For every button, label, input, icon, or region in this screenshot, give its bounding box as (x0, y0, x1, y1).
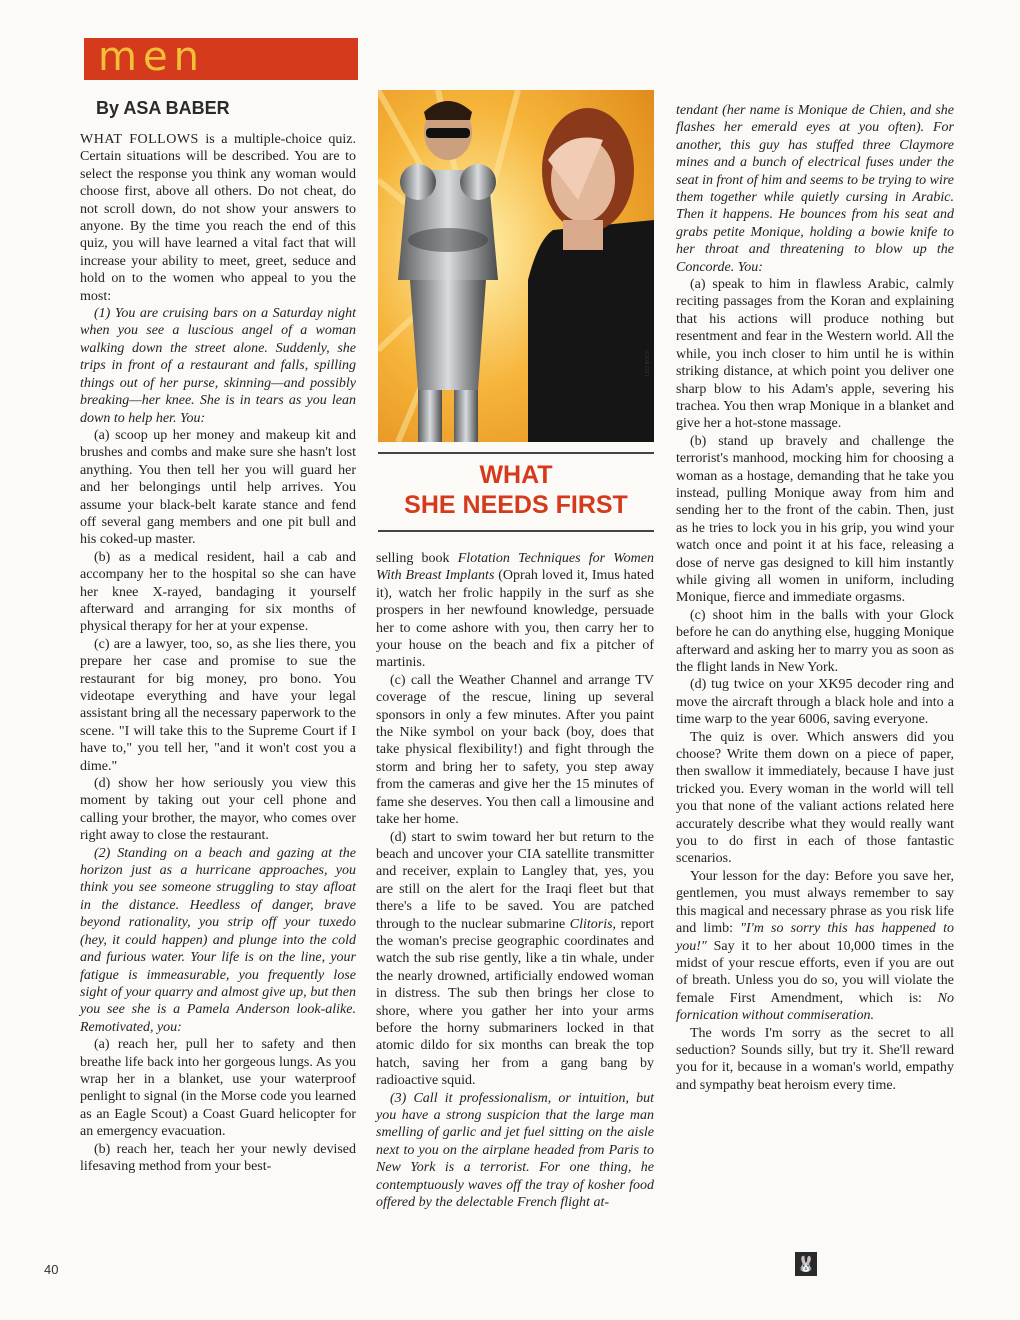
answer-1b: (b) as a medical resident, hail a cab and accompany her to the hospital so she can have her knee X-rayed, bandaging it yourself afterward and arranging for six months of physical therapy for her at your expense. (80, 549, 356, 635)
answer-2d-b: , report the woman's precise geographic coordinates and watch the sub rise gently, like a tin whale, under the nearly drowned, artificially endowed woman in distress. The sub then brings her close to shore, where you gather her into your arms before the horny submariners locked in that atomic dildo for six months can break the top hatch, saving her from a gang bang by radioactive squid. (376, 916, 654, 1089)
answer-2b-cont-a: selling book (376, 551, 458, 566)
headline-rule-bottom (378, 530, 654, 532)
answer-2c: (c) call the Weather Channel and arrange TV coverage of the rescue, lining up several sponsors in only a few minutes. After you paint the Nike symbol on your back (boy, does that take physical flexibility!) and fight through the storm and bring her to safety, you step away from the cameras and give her the 15 minutes of fame she deserves. You then call a limousine and take her home. (376, 672, 654, 828)
question-1: (1) You are cruising bars on a Saturday night when you see a luscious angel of a woman walking down the street alone. Suddenly, she trips in front of a restaurant and falls, spilling things out of her purse, skinning—and possibly breaking—her knee. She is in tears as you lean down to help her. You: (80, 306, 356, 426)
intro-lead: WHAT FOLLOWS (80, 132, 199, 147)
final-paragraph: The words I'm sorry as the secret to all seduction? Sounds silly, but try it. She'll reward you for it, because in a woman's world, empathy and sympathy beat heroism every time. (676, 1025, 954, 1093)
answer-2d-a: (d) start to swim toward her but return to the beach and uncover your CIA satellite transmitter and receiver, explain to Langley that, yes, you are still on the alert for the Iraqi fleet but that there's a life to be saved. You are patched through to the nuclear submarine (376, 829, 654, 932)
headline-line-2: SHE NEEDS FIRST (404, 491, 628, 519)
article-photo (378, 90, 654, 442)
answer-1d: (d) show her how seriously you view this moment by taking out your cell phone and calling your brother, the mayor, who comes over right away to close the restaurant. (80, 776, 356, 844)
answer-2b-start: (b) reach her, teach her your newly devised lifesaving method from your best- (80, 1141, 356, 1174)
intro-paragraph (80, 131, 356, 305)
answer-3c: (c) shoot him in the balls with your Glock before he can do anything else, hugging Monique afterward and asking her to marry you as soon as the flight lands in New York. (676, 607, 954, 675)
answer-3d: (d) tug twice on your XK95 decoder ring and move the aircraft through a black hole and into a time warp to the year 6006, saving everyone. (676, 677, 954, 728)
page-number: 40 (44, 1262, 59, 1277)
headline-rule-top (378, 452, 654, 454)
headline-line-1: WHAT (479, 461, 553, 489)
question-3-cont: tendant (her name is Monique de Chien, and she flashes her emerald eyes at you often). For another, this guy has stuffed three Claymore mines and a bunch of electrical fuses under the seat in front of him and seems to be trying to wire them together while quietly cursing in Arabic. Then it happens. He bounces from his seat and grabs petite Monique, holding a bowie knife to her throat and threatening to blow up the Concorde. You: (676, 103, 954, 275)
question-3: (3) Call it professionalism, or intuition, but you have a strong suspicion that the large man smelling of garlic and jet fuel sitting on the aisle next to you on the airplane headed from Paris to New York is a terrorist. For one thing, he contemptuously waves off the tray of kosher food offered by the delectable French flight at- (376, 1090, 654, 1211)
answer-2a: (a) reach her, pull her to safety and then breathe life back into her gorgeous lungs. As you wrap her in a blanket, use your waterproof penlight to signal (in the Morse code you learned as an Eagle Scout) a Coast Guard helicopter for an emergency evacuation. (80, 1037, 356, 1140)
lesson-phrase: "I'm so sorry this has happened to you!" (676, 921, 954, 954)
lesson-amendment: No fornication without commiseration. (676, 990, 954, 1024)
photo-illustration (378, 90, 654, 442)
question-2: (2) Standing on a beach and gazing at the horizon just as a hurricane approaches, you think you see someone struggling to stay afloat in the distance. Heedless of danger, brave beyond rationality, you strip off your tuxedo (hey, it could happen) and plunge into the cold and furious water. Your life is on the line, your fatigue is immeasurable, you frequently lose sight of your quarry and almost give up, but then you see she is a Pamela Anderson look-alike. Remotivated, you: (80, 845, 356, 1035)
section-banner-label: men (98, 34, 205, 80)
rabbit-head-icon: 🐰 (795, 1252, 817, 1276)
byline: By ASA BABER (96, 98, 230, 118)
lesson-a: Your lesson for the day: Before you save her, gentlemen, you must always remember to say this magical and necessary phrase as you risk life and limb: (676, 868, 954, 937)
answer-2d (376, 829, 654, 1090)
answer-1a: (a) scoop up her money and makeup kit and brushes and combs and make sure she hasn't lost anything. You then tell her you will guard her and her belongings until help arrives. You assume your black-belt karate stance and fend off several gang members and one pit bull and his coked-up master. (80, 427, 356, 548)
intro-text: is a multiple-choice quiz. Certain situations will be described. You are to select the response you think any woman would choose first, above all others. Do not cheat, do not scroll down, do not show your answers to anyone. By the time you reach the end of this quiz, you will have learned a vital fact that will increase your ability to meet, greet, seduce and hold on to the women who appeal to you the most: (80, 132, 357, 304)
answer-3a: (a) speak to him in flawless Arabic, calmly reciting passages from the Koran and explaining that his actions will produce nothing but resentment and fear in the Western world. All the while, you inch closer to him until he is within striking distance, at which point you deliver one sharp blow to his Adam's apple, severing his trachea. You then wrap Monique in a blanket and give her a hot-stone massage. (676, 277, 954, 432)
section-banner (84, 34, 358, 80)
photo-credit: LEO BOCH (645, 350, 651, 376)
answer-3b: (b) stand up bravely and challenge the terrorist's manhood, mocking him for choosing a woman as a hostage, demanding that he take you instead, pulling Monique away from him and sending her to the front of the cabin. Then, just as he tries to lock you in his grip, you wind your watch once and point it at his face, releasing a dose of nerve gas designed to kill him instantly while giving all women in uniform, including Monique, fierce and immediate orgasms. (676, 433, 954, 606)
answer-2b-cont (376, 550, 654, 672)
quiz-over-paragraph: The quiz is over. Which answers did you choose? Write them down on a piece of paper, then swallow it immediately, because I have just tricked you. Every woman in the world will tell you that none of the valiant actions related here accurately describe what they would really want you to do first in each of those fantastic scenarios. (676, 729, 954, 867)
woman-figure (528, 220, 654, 442)
answer-1c: (c) are a lawyer, too, so, as she lies there, you prepare her case and promise to sue the restaurant for big money, pro bono. You videotape everything and have your legal assistant bring all the necessary paperwork to the scene. "I will take this to the Supreme Court if I have to," you tell her, "and it won't cost you a dime." (80, 636, 356, 774)
article-column-2 (376, 550, 654, 1211)
answer-2b-cont-b: (Oprah loved it, Imus hated it), watch her frolic happily in the surf as she prospers in her newfound knowledge, persuade her to come ashore with you, then carry her to your house on the beach and fix a pitcher of martinis. (376, 568, 654, 671)
submarine-name: Clitoris (569, 916, 613, 932)
article-headline (378, 460, 654, 520)
article-column-1 (80, 131, 356, 1175)
lesson-paragraph (676, 868, 954, 1025)
book-title: Flotation Techniques for Women With Breast Implants (376, 551, 654, 584)
article-column-3 (676, 102, 954, 1094)
lesson-b: Say it to her about 10,000 times in the midst of your rescue efforts, even if you are out of breath. Unless you do so, you will violate the female First Amendment, which is: (676, 938, 954, 1006)
